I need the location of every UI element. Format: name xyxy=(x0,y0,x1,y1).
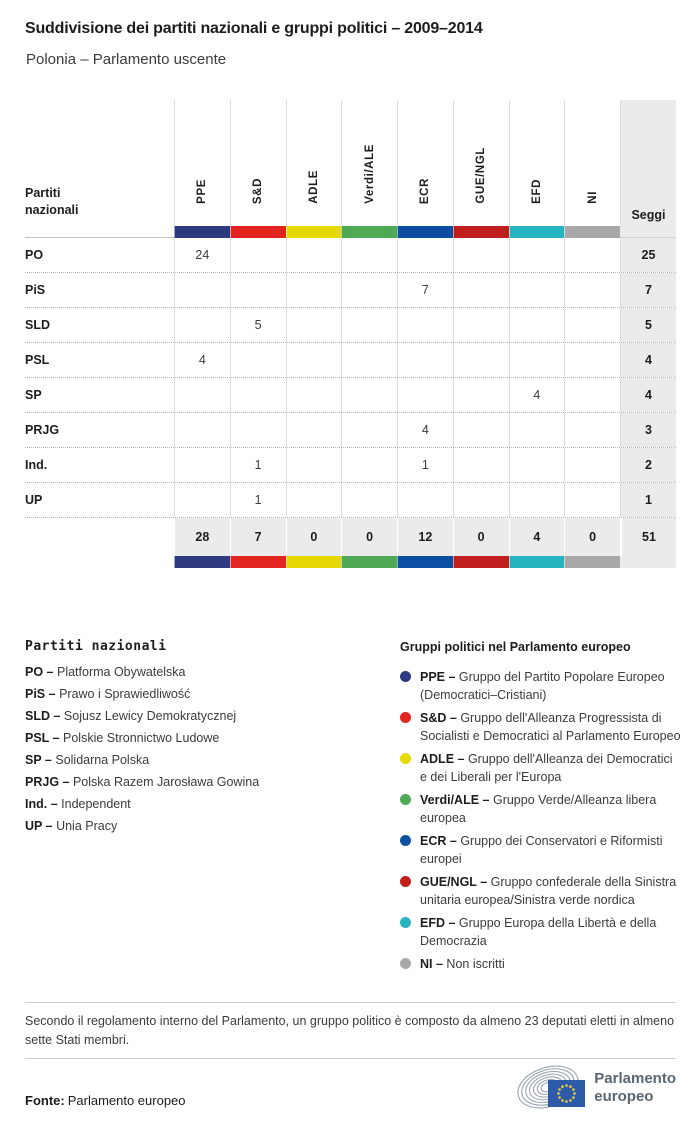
group-label: ECR xyxy=(419,177,432,204)
value-cell xyxy=(230,343,286,377)
value-cell xyxy=(174,308,230,342)
value-cell xyxy=(509,413,565,447)
column-header-cell xyxy=(453,100,509,226)
seats-header-cell xyxy=(620,100,676,226)
seats-cell: 2 xyxy=(620,448,676,482)
value-cell xyxy=(509,308,565,342)
group-label: Verdi/ALE xyxy=(363,144,376,204)
legend-party-item xyxy=(25,727,380,749)
value-cell xyxy=(453,378,509,412)
value-cell xyxy=(564,343,620,377)
party-label: PiS xyxy=(25,283,46,297)
group-color-dot xyxy=(400,794,411,805)
party-label: PRJG xyxy=(25,423,60,437)
ep-hemicycle-flag-icon xyxy=(515,1064,587,1112)
group-color-dot xyxy=(400,712,411,723)
group-color-swatch xyxy=(453,226,509,238)
group-color-swatch xyxy=(341,556,397,568)
ep-logo-wordmark: Parlamento europeo xyxy=(594,1070,676,1105)
group-color-dot xyxy=(400,753,411,764)
value-cell: 4 xyxy=(397,413,453,447)
row-header-cell xyxy=(25,100,174,226)
group-label: ADLE xyxy=(307,170,320,204)
party-abbr: PO – xyxy=(25,665,54,679)
value-cell xyxy=(564,238,620,272)
legend-party-item xyxy=(25,661,380,683)
value-cell xyxy=(397,308,453,342)
group-desc: Gruppo Europa della Libertà e della Democrazia xyxy=(420,916,657,948)
group-color-swatch xyxy=(174,556,230,568)
group-color-swatch xyxy=(341,226,397,238)
column-header-cell xyxy=(564,100,620,226)
seats-cell: 3 xyxy=(620,413,676,447)
source-label: Fonte: xyxy=(25,1093,65,1108)
group-label: GUE/NGL xyxy=(475,147,488,204)
totals-row xyxy=(25,518,676,556)
value-cell xyxy=(174,273,230,307)
party-abbr: PSL – xyxy=(25,731,60,745)
value-cell xyxy=(341,448,397,482)
legend-party-item xyxy=(25,793,380,815)
value-cell xyxy=(341,343,397,377)
column-header-cell xyxy=(286,100,342,226)
value-cell xyxy=(174,483,230,517)
party-name: Polska Razem Jarosława Gowina xyxy=(72,775,260,789)
source-value: Parlamento europeo xyxy=(67,1093,186,1108)
party-abbr: Ind. – xyxy=(25,797,58,811)
value-cell xyxy=(230,273,286,307)
value-cell xyxy=(564,273,620,307)
seats-table xyxy=(25,100,676,568)
table-row xyxy=(25,483,676,518)
legend-group-item xyxy=(400,873,682,909)
value-cell xyxy=(564,413,620,447)
party-name: Prawo i Sprawiedliwość xyxy=(59,687,191,701)
party-name: Sojusz Lewicy Demokratycznej xyxy=(63,709,237,723)
party-abbr: PRJG – xyxy=(25,775,70,789)
value-cell xyxy=(286,413,342,447)
group-desc: Gruppo dell'Alleanza Progressista di Socialisti e Democratici al Parlamento Europeo xyxy=(420,711,681,743)
table-row xyxy=(25,378,676,413)
group-desc: Gruppo confederale della Sinistra unitaria europea/Sinistra verde nordica xyxy=(420,875,677,907)
seats-cell: 25 xyxy=(620,238,676,272)
value-cell xyxy=(453,483,509,517)
value-cell xyxy=(564,448,620,482)
group-abbr: Verdi/ALE – xyxy=(420,793,490,807)
value-cell xyxy=(341,378,397,412)
table-row xyxy=(25,273,676,308)
value-cell: 7 xyxy=(397,273,453,307)
value-cell: 1 xyxy=(230,448,286,482)
group-abbr: NI – xyxy=(420,957,443,971)
legend-groups-title: Gruppi politici nel Parlamento europeo xyxy=(400,640,631,654)
party-name: Platforma Obywatelska xyxy=(56,665,186,679)
group-color-dot xyxy=(400,958,411,969)
table-row xyxy=(25,448,676,483)
seats-header-label: Seggi xyxy=(631,208,666,222)
legend-party-item xyxy=(25,683,380,705)
party-label: PO xyxy=(25,248,44,262)
value-cell xyxy=(341,483,397,517)
group-abbr: ADLE – xyxy=(420,752,465,766)
party-label: UP xyxy=(25,493,43,507)
table-row xyxy=(25,413,676,448)
party-name: Unia Pracy xyxy=(56,819,118,833)
value-cell xyxy=(174,448,230,482)
party-label: Ind. xyxy=(25,458,48,472)
party-label: SLD xyxy=(25,318,50,332)
value-cell: 4 xyxy=(509,378,565,412)
party-name: Solidarna Polska xyxy=(55,753,150,767)
group-desc: Gruppo Verde/Alleanza libera europea xyxy=(420,793,657,825)
value-cell: 5 xyxy=(230,308,286,342)
legend-party-item xyxy=(25,771,380,793)
group-abbr: GUE/NGL – xyxy=(420,875,488,889)
value-cell xyxy=(397,343,453,377)
value-cell xyxy=(509,343,565,377)
eu-flag xyxy=(548,1080,585,1107)
party-abbr: PiS – xyxy=(25,687,56,701)
total-value-cell: 0 xyxy=(453,518,509,556)
group-desc: Gruppo dei Conservatori e Riformisti europei xyxy=(420,834,663,866)
value-cell xyxy=(397,378,453,412)
value-cell xyxy=(174,378,230,412)
legend-group-item xyxy=(400,955,682,973)
group-abbr: S&D – xyxy=(420,711,457,725)
party-abbr: SP – xyxy=(25,753,52,767)
value-cell xyxy=(341,238,397,272)
group-color-swatch xyxy=(397,226,453,238)
table-row xyxy=(25,343,676,378)
value-cell xyxy=(509,448,565,482)
group-label: PPE xyxy=(196,179,209,204)
seats-cell: 4 xyxy=(620,343,676,377)
group-abbr: ECR – xyxy=(420,834,457,848)
value-cell: 1 xyxy=(230,483,286,517)
legend-national-parties xyxy=(25,639,380,837)
total-value-cell: 0 xyxy=(286,518,342,556)
value-cell xyxy=(230,378,286,412)
value-cell xyxy=(230,413,286,447)
value-cell xyxy=(509,483,565,517)
legend-party-item xyxy=(25,815,380,837)
row-header-label: Partiti nazionali xyxy=(25,186,79,217)
value-cell: 4 xyxy=(174,343,230,377)
value-cell xyxy=(230,238,286,272)
group-color-swatch xyxy=(286,556,342,568)
divider-bottom xyxy=(25,1058,676,1059)
party-name: Polskie Stronnictwo Ludowe xyxy=(63,731,220,745)
value-cell xyxy=(453,273,509,307)
group-color-bar-bottom xyxy=(25,556,676,568)
group-color-swatch xyxy=(509,556,565,568)
column-header-cell xyxy=(230,100,286,226)
value-cell xyxy=(453,448,509,482)
group-abbr: PPE – xyxy=(420,670,456,684)
value-cell xyxy=(453,308,509,342)
legend-group-item xyxy=(400,832,682,868)
table-row xyxy=(25,308,676,343)
value-cell xyxy=(453,238,509,272)
divider-top xyxy=(25,1002,676,1003)
seats-cell: 5 xyxy=(620,308,676,342)
total-seats-cell: 51 xyxy=(620,518,676,556)
party-label: PSL xyxy=(25,353,50,367)
group-color-swatch xyxy=(453,556,509,568)
group-label: EFD xyxy=(530,179,543,204)
column-header-cell xyxy=(174,100,230,226)
legend-party-item xyxy=(25,705,380,727)
seats-cell: 1 xyxy=(620,483,676,517)
value-cell xyxy=(509,273,565,307)
legend-group-item xyxy=(400,750,682,786)
group-color-swatch xyxy=(230,556,286,568)
total-value-cell: 0 xyxy=(564,518,620,556)
value-cell xyxy=(341,308,397,342)
value-cell xyxy=(286,378,342,412)
page-subtitle: Polonia – Parlamento uscente xyxy=(26,51,227,68)
total-value-cell: 4 xyxy=(509,518,565,556)
party-abbr: SLD – xyxy=(25,709,61,723)
value-cell xyxy=(174,413,230,447)
party-abbr: UP – xyxy=(25,819,53,833)
column-header-cell xyxy=(509,100,565,226)
table-row xyxy=(25,238,676,273)
value-cell xyxy=(286,238,342,272)
value-cell xyxy=(286,483,342,517)
group-color-swatch xyxy=(174,226,230,238)
value-cell xyxy=(453,343,509,377)
legend-group-item xyxy=(400,791,682,827)
group-color-dot xyxy=(400,835,411,846)
value-cell xyxy=(286,343,342,377)
party-label: SP xyxy=(25,388,42,402)
table-body xyxy=(25,238,676,518)
group-header-cells xyxy=(174,100,620,226)
value-cell xyxy=(564,308,620,342)
group-desc: Non iscritti xyxy=(446,957,505,971)
seats-cell: 4 xyxy=(620,378,676,412)
european-parliament-logo xyxy=(515,1064,676,1112)
group-color-swatch xyxy=(286,226,342,238)
group-desc: Gruppo del Partito Popolare Europeo (Democratici–Cristiani) xyxy=(420,670,665,702)
legend-political-groups xyxy=(400,640,682,978)
value-cell xyxy=(286,448,342,482)
group-color-swatch xyxy=(564,556,620,568)
value-cell xyxy=(564,483,620,517)
group-abbr: EFD – xyxy=(420,916,456,930)
value-cell xyxy=(341,413,397,447)
seats-cell: 7 xyxy=(620,273,676,307)
group-label: S&D xyxy=(252,177,265,204)
value-cell xyxy=(564,378,620,412)
value-cell xyxy=(341,273,397,307)
total-value-cell: 12 xyxy=(397,518,453,556)
value-cell xyxy=(397,238,453,272)
group-color-dot xyxy=(400,917,411,928)
group-color-swatch xyxy=(397,556,453,568)
legend-group-item xyxy=(400,709,682,745)
total-value-cell: 28 xyxy=(174,518,230,556)
group-color-dot xyxy=(400,876,411,887)
value-cell: 24 xyxy=(174,238,230,272)
group-color-dot xyxy=(400,671,411,682)
group-color-swatch xyxy=(509,226,565,238)
group-label: NI xyxy=(586,191,599,204)
column-header-cell xyxy=(341,100,397,226)
party-name: Independent xyxy=(61,797,131,811)
value-cell xyxy=(286,273,342,307)
column-header-cell xyxy=(397,100,453,226)
total-value-cell: 7 xyxy=(230,518,286,556)
value-cell xyxy=(286,308,342,342)
table-header-row xyxy=(25,100,676,226)
group-desc: Gruppo dell'Alleanza dei Democratici e dei Liberali per l'Europa xyxy=(420,752,673,784)
group-color-bar-top xyxy=(25,226,676,238)
legend-group-item xyxy=(400,668,682,704)
value-cell xyxy=(453,413,509,447)
legend-parties-title: Partiti nazionali xyxy=(25,639,167,654)
page-title: Suddivisione dei partiti nazionali e gruppi politici – 2009–2014 xyxy=(25,20,483,37)
legend-group-item xyxy=(400,914,682,950)
value-cell xyxy=(509,238,565,272)
group-color-swatch xyxy=(564,226,620,238)
value-cell xyxy=(397,483,453,517)
group-color-swatch xyxy=(230,226,286,238)
source-line xyxy=(25,1093,186,1108)
total-value-cell: 0 xyxy=(341,518,397,556)
footnote: Secondo il regolamento interno del Parlamento, un gruppo politico è composto da almeno 23 deputati eletti in almeno sette Stati membri. xyxy=(25,1014,675,1047)
legend-party-item xyxy=(25,749,380,771)
value-cell: 1 xyxy=(397,448,453,482)
